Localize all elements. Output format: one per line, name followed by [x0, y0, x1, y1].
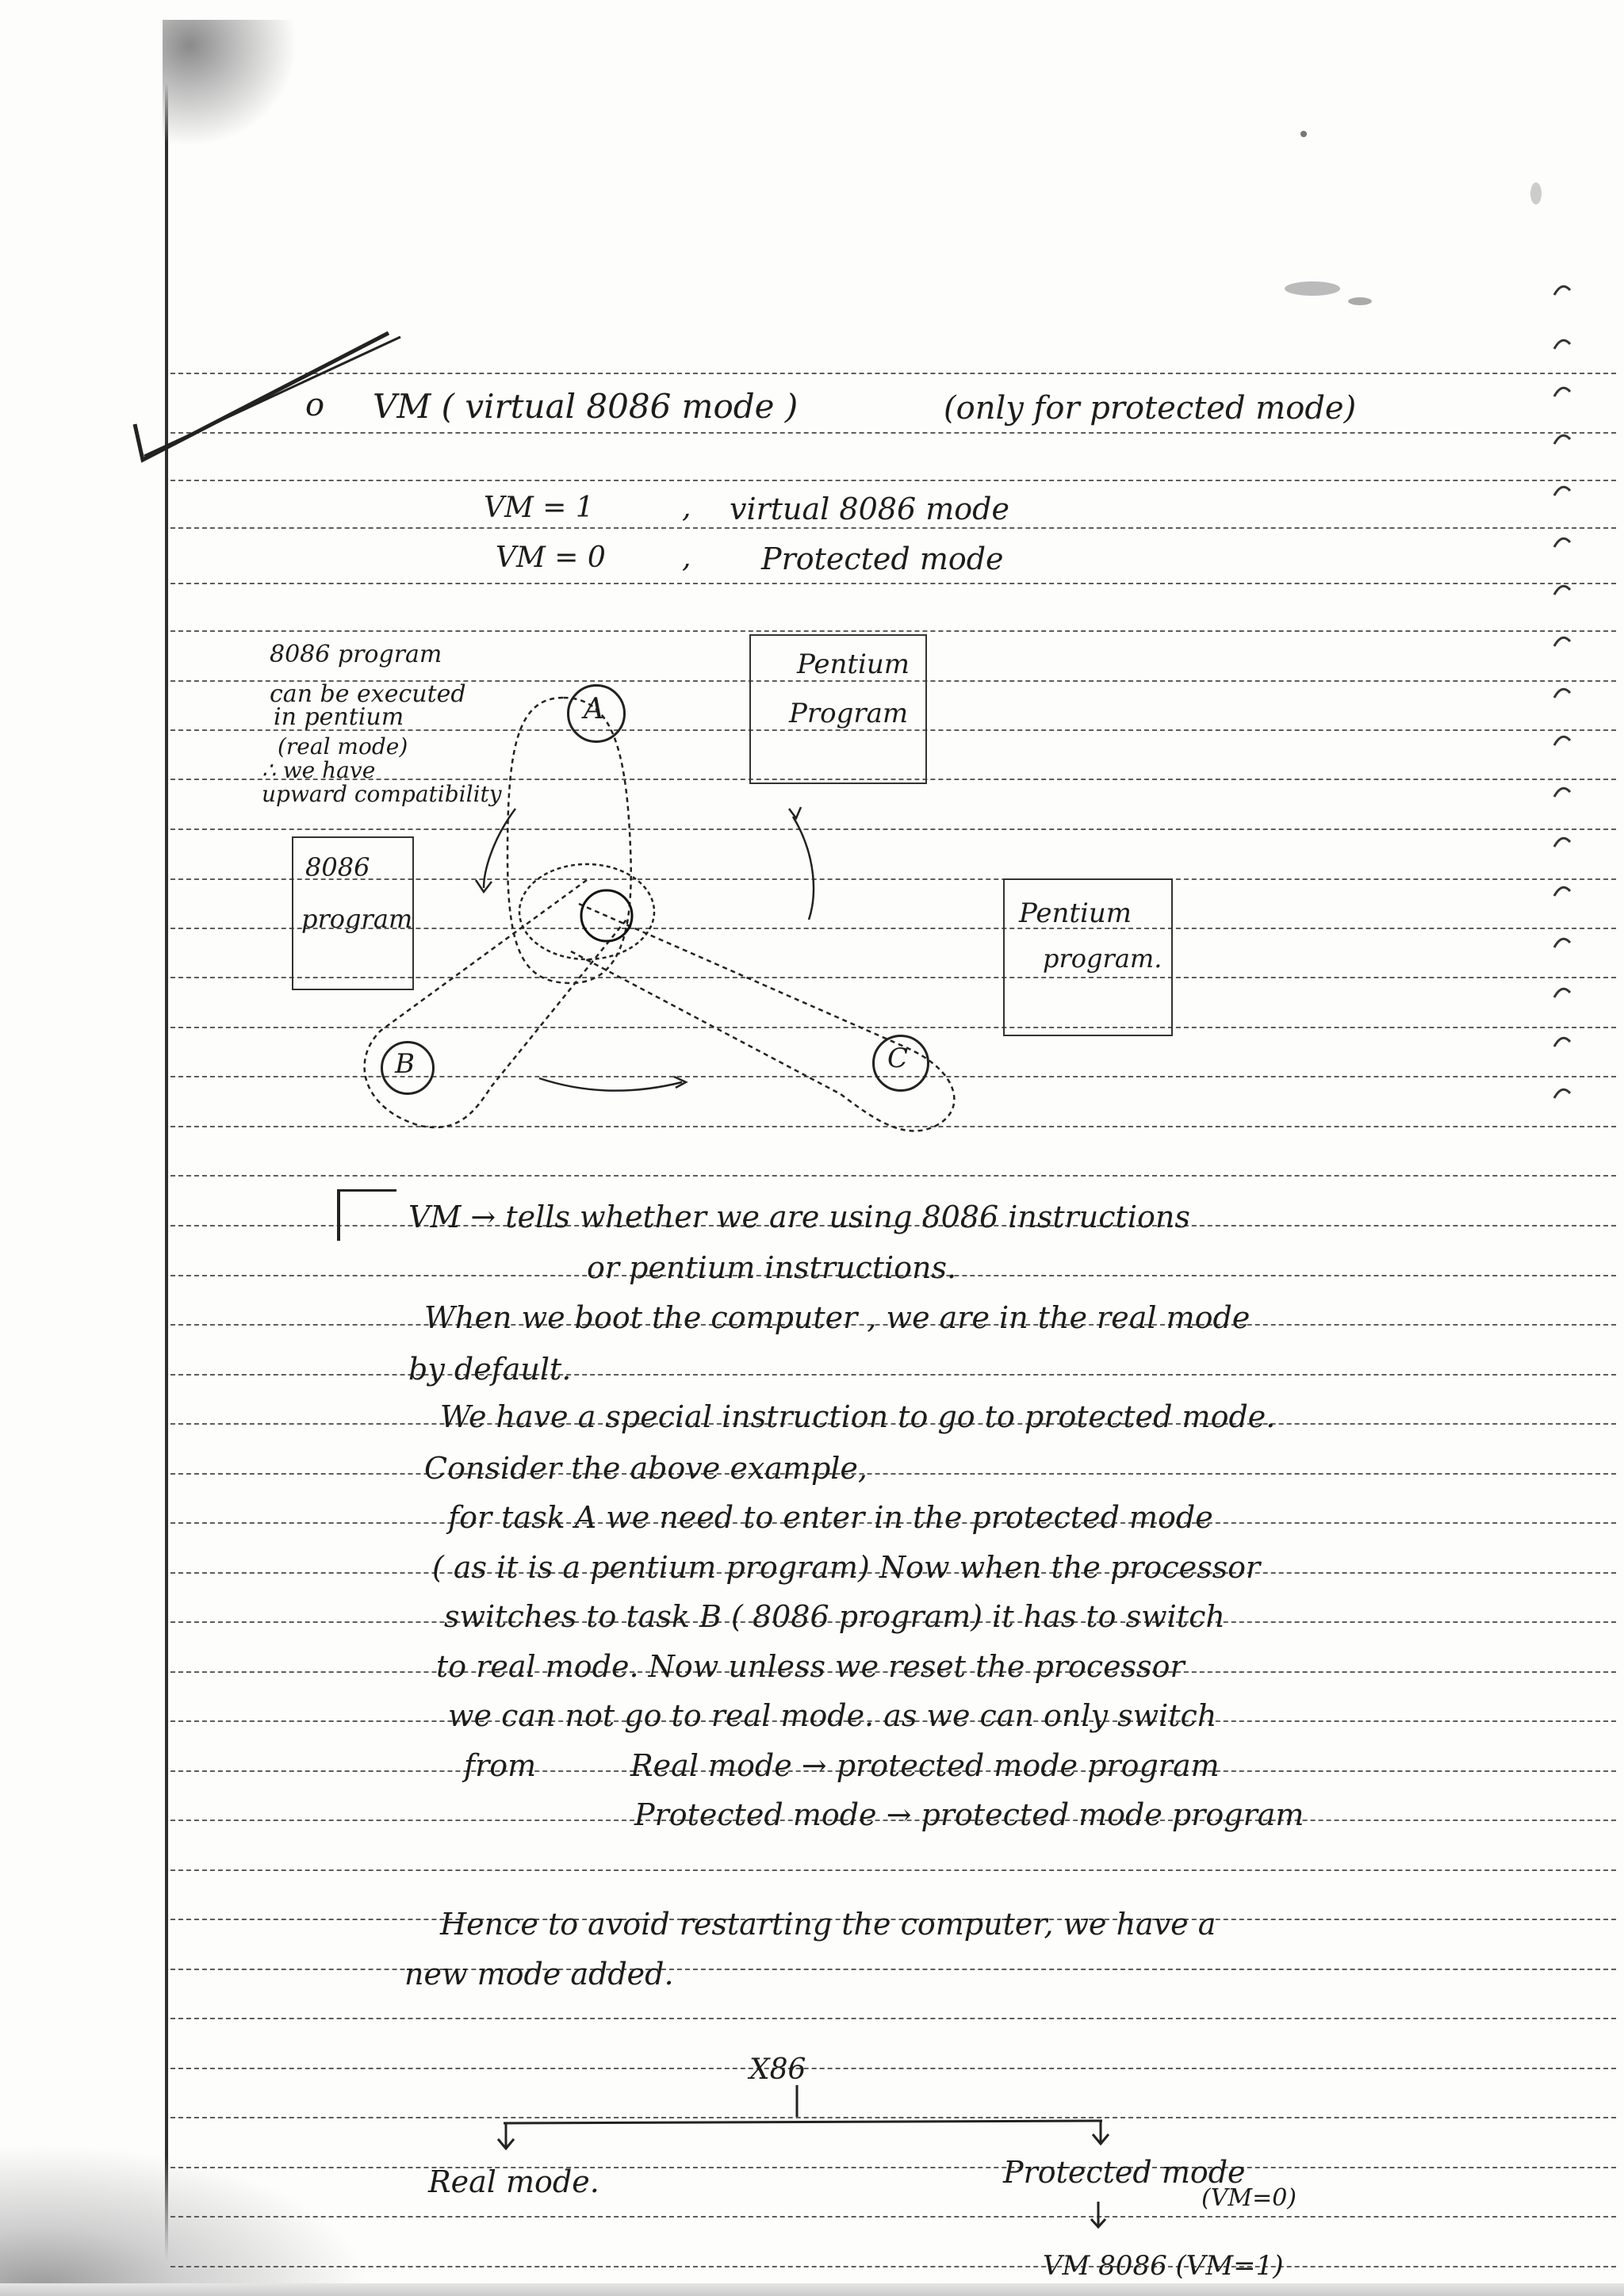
mode-value: Protected mode — [761, 541, 1004, 576]
scan-smudge — [0, 2133, 396, 2296]
diagram-note-line: ∴ we have — [262, 757, 376, 783]
box-8086-label: 8086 — [305, 852, 370, 882]
paragraph-line: We have a special instruction to go to protected mode. — [440, 1399, 1276, 1434]
mode-key: VM = 0 — [496, 541, 606, 574]
diagram-note-line: upward compatibility — [262, 781, 502, 807]
box-pentium-c-label: Pentium — [1019, 897, 1132, 929]
bracket-mark — [337, 1189, 396, 1192]
paragraph-line: new mode added. — [404, 1957, 674, 1992]
mode-sep: , — [682, 492, 691, 524]
ruled-line — [170, 630, 1616, 632]
node-b-label: B — [395, 1048, 415, 1080]
ruled-line — [170, 2266, 1616, 2267]
box-8086-label: program — [301, 904, 413, 934]
ruled-line — [170, 480, 1616, 481]
scan-smudge — [0, 2283, 1624, 2296]
paragraph-line: we can not go to real mode. as we can only switch — [448, 1698, 1217, 1733]
ruled-line — [170, 2216, 1616, 2218]
diagram-note-line: 8086 program — [270, 641, 442, 668]
box-pentium-a-label: Pentium — [797, 649, 910, 680]
tree-root: X86 — [749, 2053, 806, 2086]
node-a-label: A — [584, 693, 604, 725]
paragraph-line: Consider the above example, — [424, 1451, 868, 1486]
heading-note: (only for protected mode) — [944, 390, 1357, 427]
ruled-line — [170, 1374, 1616, 1376]
box-pentium-a-label: Program — [789, 698, 909, 729]
paragraph-line: to real mode. Now unless we reset the processor — [436, 1649, 1185, 1684]
mode-value: virtual 8086 mode — [730, 492, 1009, 526]
scan-speckle — [1348, 297, 1372, 305]
vm-explanation: or pentium instructions. — [587, 1250, 957, 1285]
ruled-line — [170, 1969, 1616, 1970]
mode-sep: , — [682, 541, 691, 574]
scan-speckle — [1300, 131, 1307, 137]
tree-down-arrow — [1086, 2200, 1110, 2232]
vm-explanation: VM → tells whether we are using 8086 instructions — [408, 1200, 1190, 1234]
paragraph-line: ( as it is a pentium program) Now when the processor — [432, 1550, 1261, 1585]
ruled-line — [170, 2068, 1616, 2069]
from-label: from — [464, 1748, 537, 1783]
binding-marks — [1530, 0, 1624, 2296]
mode-key: VM = 1 — [484, 492, 594, 524]
box-pentium-c-label: program. — [1043, 943, 1162, 974]
scan-smudge — [163, 20, 297, 147]
paragraph-line: When we boot the computer , we are in the real mode — [424, 1300, 1251, 1335]
diagram-note-line: in pentium — [274, 703, 404, 731]
page-title: VM ( virtual 8086 mode ) — [373, 387, 799, 426]
switch-rule: Protected mode → protected mode program — [634, 1797, 1304, 1832]
switch-rule: Real mode → protected mode program — [630, 1748, 1220, 1783]
ruled-line — [170, 2018, 1616, 2019]
bracket-mark — [337, 1189, 340, 1241]
diagram-note-line: can be executed — [270, 680, 466, 708]
ruled-line — [170, 1869, 1616, 1871]
heading-bullet: o — [305, 387, 325, 423]
tree-right: Protected mode — [1003, 2155, 1246, 2190]
ruled-line — [170, 1175, 1616, 1177]
paragraph-line: switches to task B ( 8086 program) it has to switch — [444, 1599, 1225, 1634]
paragraph-line: for task A we need to enter in the protected mode — [448, 1500, 1213, 1535]
diagram-note-line: (real mode) — [278, 733, 408, 760]
paragraph-line: Hence to avoid restarting the computer, we have a — [440, 1907, 1216, 1942]
tree-right-sub: (VM=0) — [1201, 2184, 1297, 2212]
scan-speckle — [1285, 281, 1340, 296]
node-c-label: C — [887, 1043, 909, 1074]
ruled-line — [170, 583, 1616, 584]
ruled-line — [170, 527, 1616, 529]
ruled-line — [170, 1473, 1616, 1475]
paragraph-line: by default. — [408, 1352, 572, 1387]
tree-bottom: VM 8086 (VM=1) — [1043, 2250, 1284, 2282]
tree-left: Real mode. — [428, 2164, 599, 2199]
